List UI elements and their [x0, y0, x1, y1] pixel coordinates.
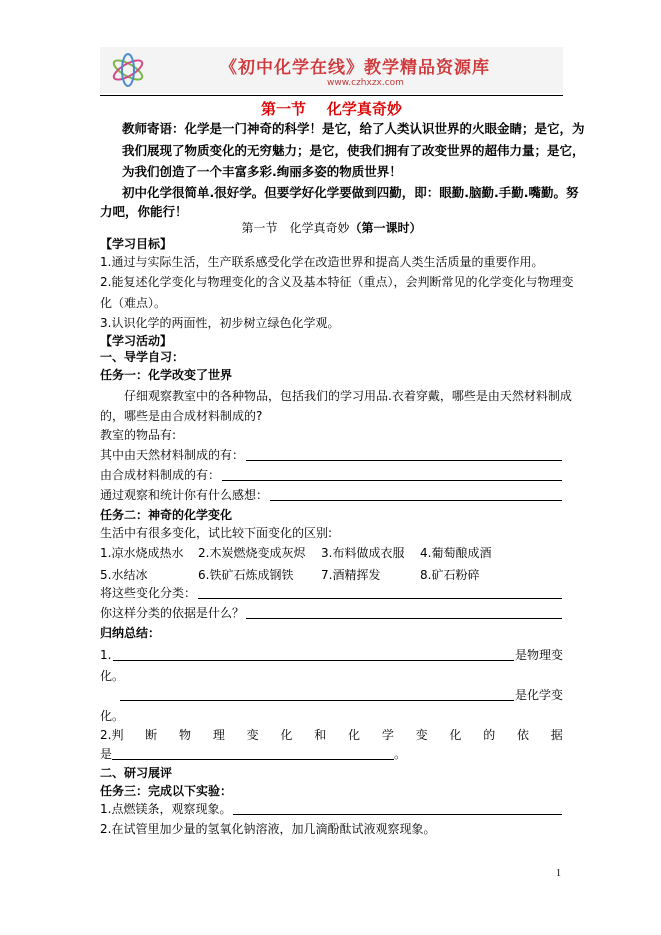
task-title: 任务一：化学改变了世界	[100, 368, 233, 382]
summary-text: 化。	[100, 709, 125, 723]
question-natural-materials	[100, 447, 563, 463]
change-item: 1.凉水烧成热水	[100, 546, 184, 560]
subtitle-period: （第一课时）	[349, 221, 422, 235]
answer-blank[interactable]	[112, 747, 394, 760]
section-heading: 一、导学自习：	[100, 350, 185, 364]
answer-blank[interactable]	[113, 648, 514, 661]
intro-line: 力吧，你能行！	[100, 204, 188, 219]
char: 断	[145, 728, 158, 742]
banner-url: www.czhxzx.com	[327, 78, 404, 88]
char: 据	[550, 728, 563, 742]
summary-text: 是物理变	[514, 648, 563, 662]
task-title: 任务三：完成以下实验：	[100, 784, 233, 798]
char: 变	[415, 728, 428, 742]
char: 化	[348, 728, 361, 742]
change-item: 5.水结冰	[100, 568, 148, 582]
question-label: 其中由天然材料制成的有：	[100, 448, 245, 462]
change-item: 6.铁矿石炼成钢铁	[198, 568, 294, 582]
summary-chemical	[118, 687, 563, 703]
question-basis	[100, 605, 563, 621]
summary-question-2	[100, 727, 563, 743]
summary-text: 。	[394, 747, 407, 761]
summary-question-2-cont	[100, 746, 563, 762]
changes-row	[100, 545, 563, 561]
goal-item: 化（难点）。	[100, 296, 167, 310]
question-label: 你这样分类的依据是什么？	[100, 606, 245, 620]
experiment-1	[100, 801, 563, 817]
answer-blank[interactable]	[198, 586, 562, 599]
intro-line: 初中化学很简单.很好学。但要学好化学要做到四勤，即：眼勤.脑勤.手勤.嘴勤。努	[122, 185, 579, 200]
answer-blank[interactable]	[246, 448, 562, 461]
char: 化	[449, 728, 462, 742]
change-item: 8.矿石粉碎	[420, 568, 480, 582]
char: 和	[314, 728, 327, 742]
activities-heading: 【学习活动】	[100, 334, 173, 348]
change-item: 3.布料做成衣服	[321, 546, 405, 560]
question-thoughts	[100, 487, 563, 503]
change-item: 2.木炭燃烧变成灰烬	[198, 546, 306, 560]
char: 物	[179, 728, 192, 742]
summary-text: 是化学变	[514, 688, 563, 702]
answer-blank[interactable]	[222, 468, 562, 481]
summary-text: 是	[100, 747, 113, 761]
char: 学	[381, 728, 394, 742]
goals-heading: 【学习目标】	[100, 237, 173, 251]
intro-line: 我们展现了物质变化的无穷魅力；是它，使我们拥有了改变世界的超伟力量；是它，	[122, 143, 585, 158]
change-item: 7.酒精挥发	[321, 568, 381, 582]
answer-blank[interactable]	[120, 688, 514, 701]
page-title: 第一节 化学真奇妙	[261, 100, 402, 118]
atom-logo-icon	[108, 53, 148, 87]
banner-title: 《初中化学在线》教学精品资源库	[220, 58, 490, 78]
answer-blank[interactable]	[270, 488, 562, 501]
summary-title: 归纳总结：	[100, 626, 161, 640]
question-classify	[100, 585, 563, 601]
goal-item: 2.能复述化学变化与物理变化的含义及基本特征（重点），会判断常见的化学变化与物理变	[100, 275, 574, 289]
intro-line: 教师寄语：化学是一门神奇的科学！是它，给了人类认识世界的火眼金睛；是它，为	[122, 121, 585, 136]
page-number: 1	[556, 868, 561, 879]
experiment-2: 2.在试管里加少量的氢氧化钠溶液，加几滴酚酞试液观察现象。	[100, 822, 436, 836]
char: 理	[212, 728, 225, 742]
changes-row	[100, 567, 563, 583]
question-label: 通过观察和统计你有什么感想：	[100, 488, 269, 502]
char: 2.判	[100, 728, 124, 742]
item-number: 1.	[100, 648, 112, 662]
subtitle-main: 第一节 化学真奇妙	[241, 221, 350, 235]
question-synthetic-materials	[100, 467, 563, 483]
summary-physical	[100, 647, 563, 663]
header-rule	[100, 95, 563, 96]
question-label: 由合成材料制成的有：	[100, 468, 221, 482]
change-item: 4.葡萄酿成酒	[420, 546, 492, 560]
header-banner	[100, 47, 563, 93]
char: 化	[280, 728, 293, 742]
lesson-subtitle	[100, 220, 563, 236]
experiment-text: 1.点燃镁条，观察现象。	[100, 802, 232, 816]
summary-text: 化。	[100, 669, 125, 683]
answer-blank[interactable]	[246, 606, 562, 619]
question-label: 将这些变化分类：	[100, 586, 197, 600]
section-heading: 二、研习展评	[100, 766, 173, 780]
question: 教室的物品有:	[100, 428, 177, 442]
goal-item: 3.认识化学的两面性，初步树立绿色化学观。	[100, 316, 340, 330]
char: 的	[483, 728, 496, 742]
goal-item: 1.通过与实际生活，生产联系感受化学在改造世界和提高人类生活质量的重要作用。	[100, 255, 544, 269]
task-text: 的，哪些是由合成材料制成的?	[100, 409, 263, 423]
char: 依	[517, 728, 530, 742]
task-text: 生活中有很多变化，试比较下面变化的区别:	[100, 526, 333, 540]
answer-blank[interactable]	[233, 802, 562, 815]
task-text: 仔细观察教室中的各种物品，包括我们的学习用品.衣着穿戴，哪些是由天然材料制成	[100, 389, 572, 403]
intro-line: 为我们创造了一个丰富多彩.绚丽多姿的物质世界！	[122, 164, 402, 179]
task-title: 任务二：神奇的化学变化	[100, 508, 233, 522]
char: 变	[246, 728, 259, 742]
